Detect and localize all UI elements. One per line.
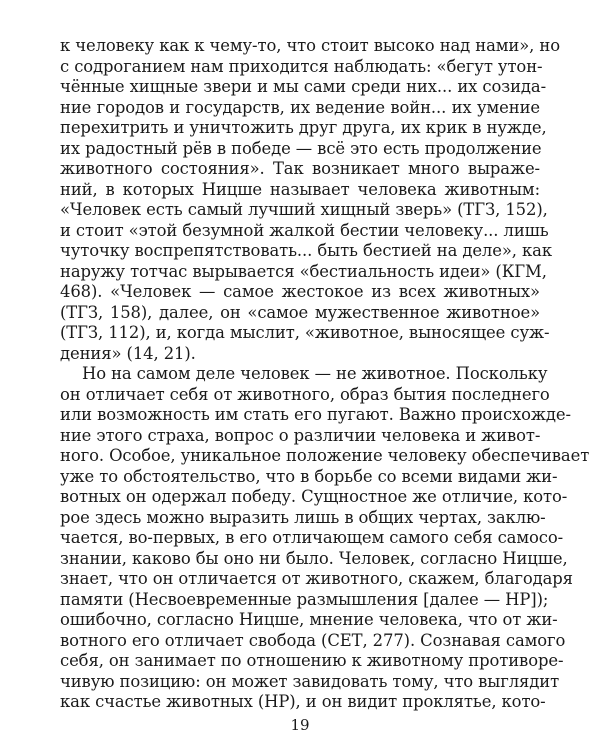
text-line: памяти (Несвоевременные размышления [далее — НР]); [60, 589, 549, 609]
text-line: ние городов и государств, их ведение войн... их умение [60, 97, 540, 117]
text-line: наружу тотчас вырывается «бестиальность идеи» (КГМ, [60, 261, 547, 281]
text-line: уже то обстоятельство, что в борьбе со всеми видами жи- [60, 466, 558, 486]
text-line: себя, он занимает по отношению к животному противоре- [60, 651, 564, 670]
text-line: знает, что он отличается от животного, скажем, благодаря [60, 569, 573, 588]
text-line: дения» (14, 21). [60, 343, 196, 363]
text-line: он отличает себя от животного, образ бытия последнего [60, 384, 550, 404]
text-line: с содроганием нам приходится наблюдать: «бегут утон- [60, 56, 543, 76]
text-line: вотных он одержал победу. Сущностное же отличие, кото- [60, 487, 568, 506]
text-line: вотного его отличает свобода (СЕТ, 277). Сознавая самого [60, 630, 566, 650]
text-line: ний, в которых Ницше называет человека животным: [60, 179, 540, 199]
text-line: животного состояния». Так возникает много выраже- [60, 159, 540, 178]
text-line: ошибочно, согласно Ницше, мнение человека, что от жи- [60, 610, 558, 629]
text-line: или возможность им стать его пугают. Важно происхожде- [60, 405, 571, 424]
text-line: (ТГЗ, 112), и, когда мыслит, «животное, выносящее суж- [60, 323, 550, 342]
text-line: (ТГЗ, 158), далее, он «самое мужественное животное» [60, 302, 540, 322]
text-line: чённые хищные звери и мы сами среди них... их созида- [60, 77, 547, 96]
text-line: и стоит «этой безумной жалкой бестии человеку... лишь [60, 220, 549, 240]
text-line: «Человек есть самый лучший хищный зверь» (ТГЗ, 152), [60, 200, 548, 219]
text-line: рое здесь можно выразить лишь в общих чертах, заклю- [60, 507, 546, 527]
text-line: чается, во-первых, в его отличающем самого себя самосо- [60, 528, 564, 547]
text-line: чивую позицию: он может завидовать тому, что выглядит [60, 671, 560, 691]
text-line: ного. Особое, уникальное положение человеку обеспечивает [60, 446, 590, 465]
text-line: знании, каково бы оно ни было. Человек, согласно Ницше, [60, 548, 568, 568]
text-line: Но на самом деле человек — не животное. Поскольку [82, 364, 548, 383]
text-line: к человеку как к чему-то, что стоит высоко над нами», но [60, 36, 560, 55]
text-line: как счастье животных (НР), и он видит проклятье, кото- [60, 692, 546, 711]
text-line: 468). «Человек — самое жестокое из всех животных» [60, 282, 540, 301]
text-line: ние этого страха, вопрос о различии человека и живот- [60, 425, 541, 445]
page-number: 19 [290, 716, 310, 734]
text-line: перехитрить и уничтожить друг друга, их крик в нужде, [60, 118, 547, 137]
text-line: чуточку воспрепятствовать... быть бестией на деле», как [60, 241, 552, 260]
text-line: их радостный рёв в победе — всё это есть продолжение [60, 138, 542, 158]
